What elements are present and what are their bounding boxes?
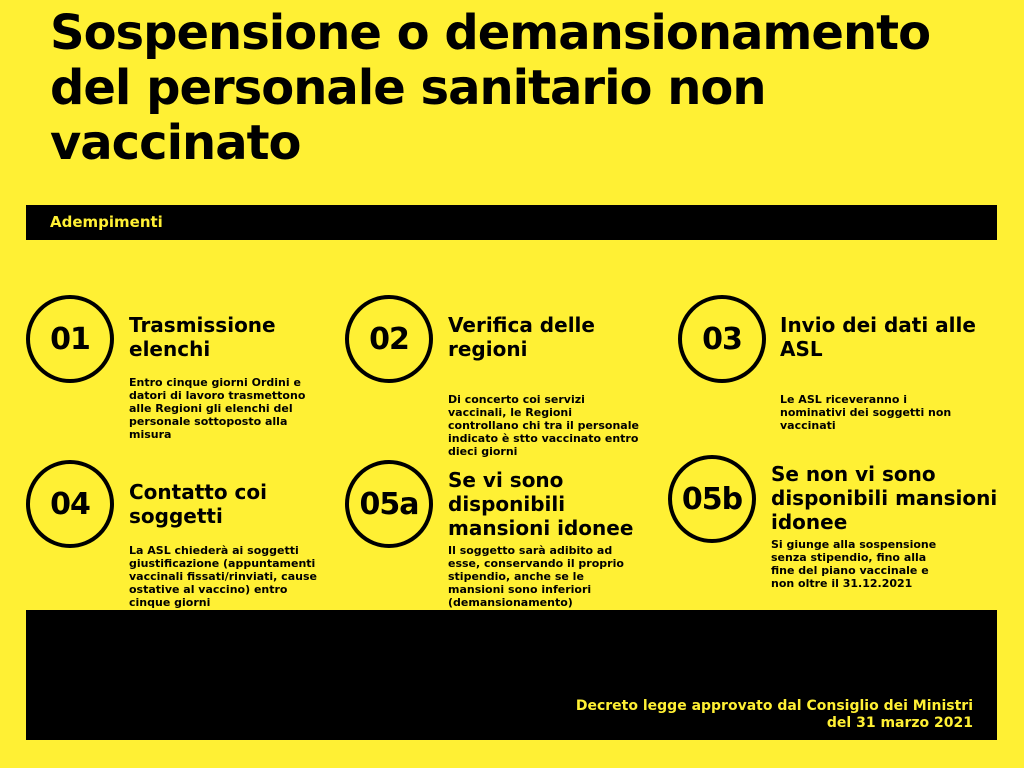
step-01-description: Entro cinque giorni Ordini e datori di lavoro trasmettono alle Regioni gli elenchi del personale sottoposto alla misura bbox=[129, 376, 306, 441]
footer-block bbox=[26, 610, 997, 740]
step-01-title: Trasmissione elenchi bbox=[129, 313, 276, 361]
step-05b-title: Se non vi sono disponibili mansioni idonee bbox=[771, 462, 998, 534]
step-05a-number-badge: 05a bbox=[345, 460, 433, 548]
step-05b-description: Si giunge alla sospensione senza stipendio, fino alla fine del piano vaccinale e non oltre il 31.12.2021 bbox=[771, 538, 937, 590]
step-02-title: Verifica delle regioni bbox=[448, 313, 595, 361]
footer-text: Decreto legge approvato dal Consiglio dei Ministri del 31 marzo 2021 bbox=[575, 698, 973, 731]
step-04-description: La ASL chiederà ai soggetti giustificazione (appuntamenti vaccinali fissati/rinviati, cause ostative al vaccino) entro cinque giorni bbox=[129, 544, 317, 609]
step-03-number-badge: 03 bbox=[678, 295, 766, 383]
section-bar bbox=[26, 205, 997, 240]
step-03-title: Invio dei dati alle ASL bbox=[780, 313, 976, 361]
step-02-number-badge: 02 bbox=[345, 295, 433, 383]
step-01-number-badge: 01 bbox=[26, 295, 114, 383]
page-title: Sospensione o demansionamento del personale sanitario non vaccinato bbox=[50, 5, 931, 171]
step-04-title: Contatto coi soggetti bbox=[129, 480, 267, 528]
step-03-description: Le ASL riceveranno i nominativi dei soggetti non vaccinati bbox=[780, 393, 952, 432]
step-05a-description: Il soggetto sarà adibito ad esse, conservando il proprio stipendio, anche se le mansioni sono inferiori (demansionamento) bbox=[448, 544, 624, 609]
section-label: Adempimenti bbox=[50, 213, 163, 231]
step-04-number-badge: 04 bbox=[26, 460, 114, 548]
step-02-description: Di concerto coi servizi vaccinali, le Regioni controllano chi tra il personale indicato è stto vaccinato entro dieci giorni bbox=[448, 393, 639, 458]
step-05a-title: Se vi sono disponibili mansioni idonee bbox=[448, 468, 634, 540]
step-05b-number-badge: 05b bbox=[668, 455, 756, 543]
